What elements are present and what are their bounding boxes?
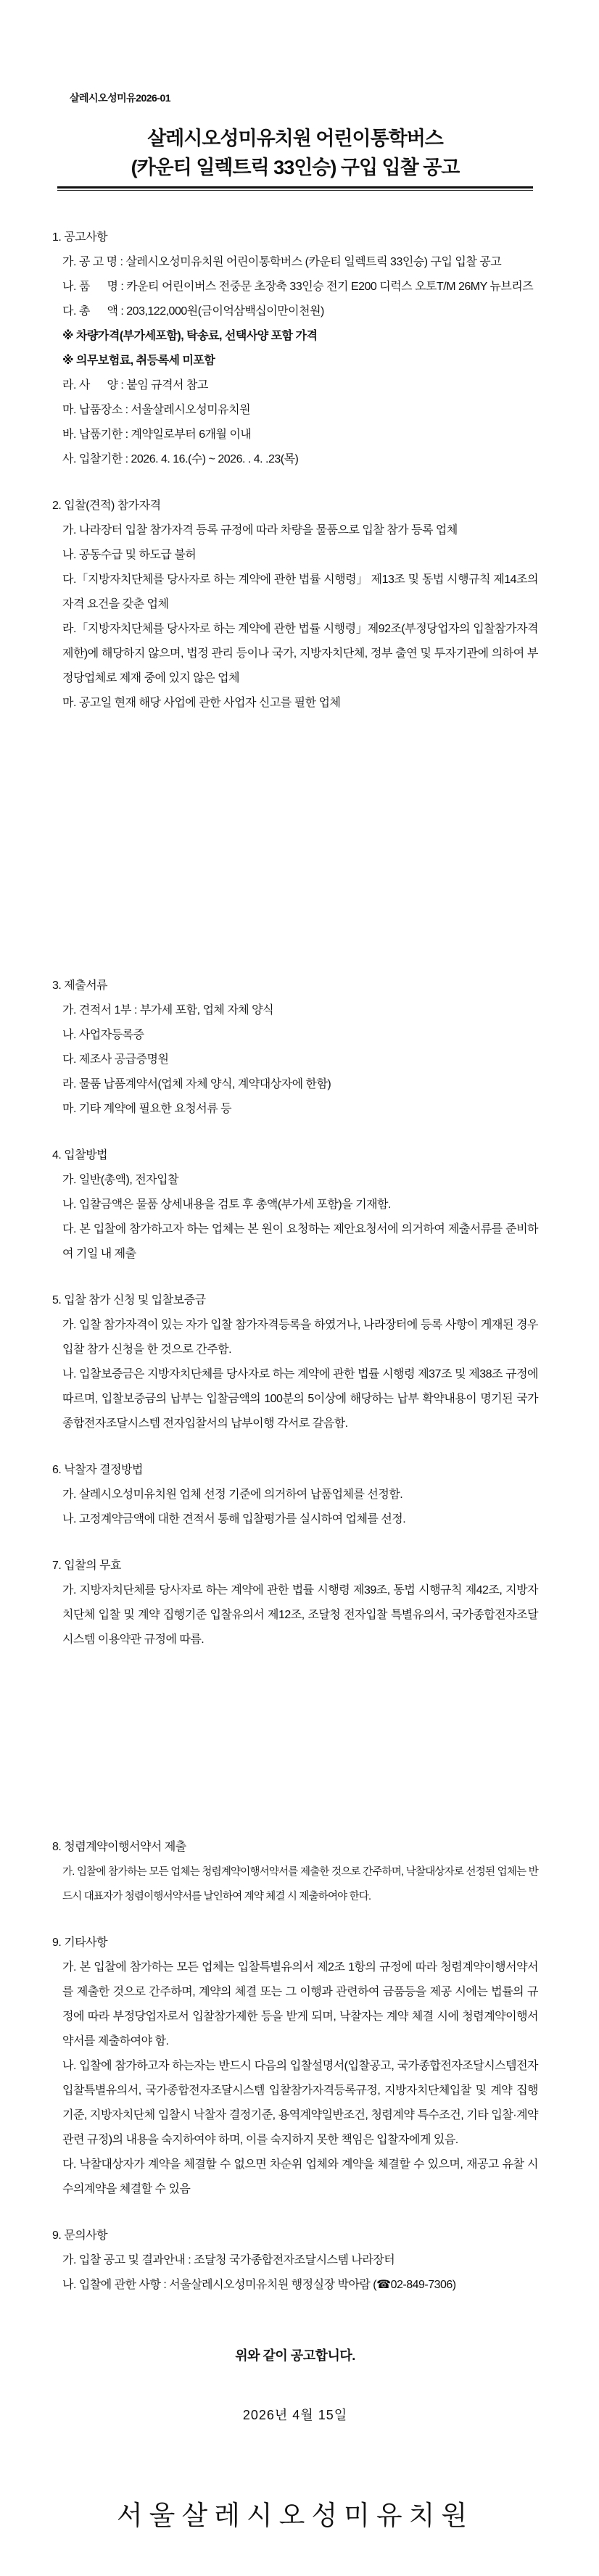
section-heading: 8. 청렴계약이행서약서 제출	[52, 1841, 186, 1853]
section	[52, 225, 538, 472]
document-title-line2: (카운티 일렉트릭 33인승) 구입 입찰 공고	[131, 157, 460, 178]
section-item: 가. 나라장터 입찰 참가자격 등록 규정에 따라 차량을 물품으로 입찰 참가 등록 업체	[62, 524, 458, 537]
section-item: 가. 지방자치단체를 당사자로 하는 계약에 관한 법률 시행령 제39조, 동법 시행규칙 제42조, 지방자치단체 입찰 및 계약 집행기준 입찰유의서 제12조, 조달청 전자입찰 특별유의서, 국가종합전자조달시스템 이용약관 규정에 따름.	[62, 1584, 538, 1646]
section-item: 나. 입찰금액은 물품 상세내용을 검토 후 총액(부가세 포함)을 기재함.	[62, 1198, 391, 1211]
section-item: 나. 입찰에 관한 사항 : 서울살레시오성미유치원 행정실장 박아람 (☎02-849-7306)	[62, 2279, 456, 2291]
section-heading: 7. 입찰의 무효	[52, 1560, 122, 1572]
section-item: 가. 견적서 1부 : 부가세 포함, 업체 자체 양식	[62, 1004, 274, 1016]
section-item: 라.「지방자치단체를 당사자로 하는 계약에 관한 법률 시행령」제92조(부정당업자의 입찰참가자격 제한)에 해당하지 않으며, 법정 관리 등이나 국가, 지방자치단체, 정부 출연 및 투자기관에 의하여 부정당업체로 제재 중에 있지 않은 업체	[62, 623, 538, 684]
sections	[52, 225, 538, 2298]
section-item: 다. 총 액 : 203,122,000원(금이억삼백십이만이천원)	[62, 305, 324, 318]
section-heading: 1. 공고사항	[52, 231, 108, 244]
section-item: ※ 의무보험료, 취등록세 미포함	[62, 355, 215, 367]
section-item: 가. 공 고 명 : 살레시오성미유치원 어린이통학버스 (카운티 일렉트릭 33인승) 구입 입찰 공고	[62, 256, 502, 268]
section-item: 가. 살레시오성미유치원 업체 선정 기준에 의거하여 납품업체를 선정함.	[62, 1488, 403, 1501]
section-item: 나. 고정계약금액에 대한 견적서 통해 입찰평가를 실시하여 업체를 선정.	[62, 1513, 406, 1525]
section-item: 다. 낙찰대상자가 계약을 체결할 수 없으면 차순위 업체와 계약을 체결할 수 있으며, 재공고 유찰 시 수의계약을 체결할 수 있음	[62, 2158, 538, 2195]
section-item: 바. 납품기한 : 계약일로부터 6개월 이내	[62, 428, 252, 441]
title-underline	[57, 186, 533, 191]
section-heading: 2. 입찰(견적) 참가자격	[52, 500, 161, 512]
section-item: 가. 입찰 공고 및 결과안내 : 조달청 국가종합전자조달시스템 나라장터	[62, 2254, 395, 2266]
closing-statement: 위와 같이 공고합니다.	[235, 2348, 355, 2363]
section-item: 가. 본 입찰에 참가하는 모든 업체는 입찰특별유의서 제2조 1항의 규정에 따라 청렴계약이행서약서를 제출한 것으로 간주하며, 계약의 체결 또는 그 이행과 관련하여 금품등을 제공 시에는 법률의 규정에 따라 부정당업자로서 입찰참가제한 등을 받게 되며, 낙찰자는 계약 체결 시에 청렴계약이행서약서를 제출하여야 함.	[62, 1961, 538, 2047]
section-heading: 9. 기타사항	[52, 1937, 108, 1949]
section	[52, 494, 538, 716]
section-item: 마. 공고일 현재 해당 사업에 관한 사업자 신고를 필한 업체	[62, 697, 341, 709]
section-item: 나. 사업자등록증	[62, 1029, 144, 1041]
section-item: 마. 납품장소 : 서울살레시오성미유치원	[62, 404, 251, 416]
section	[52, 1835, 538, 1909]
section-item: 나. 공동수급 및 하도급 불허	[62, 549, 197, 561]
section	[52, 2224, 538, 2298]
section-heading: 9. 문의사항	[52, 2229, 108, 2242]
section-heading: 5. 입찰 참가 신청 및 입찰보증금	[52, 1294, 206, 1306]
section-item: 다. 본 입찰에 참가하고자 하는 업체는 본 원이 요청하는 제안요청서에 의거하여 제출서류를 준비하여 기일 내 제출	[62, 1223, 538, 1260]
section	[52, 1288, 538, 1436]
document-title	[52, 124, 538, 182]
document-title-line1: 살레시오성미유치원 어린이통학버스	[147, 128, 443, 149]
section	[52, 974, 538, 1122]
section-item: 다.「지방자치단체를 당사자로 하는 계약에 관한 법률 시행령」 제13조 및 동법 시행규칙 제14조의 자격 요건을 갖춘 업체	[62, 573, 538, 610]
section-item: 가. 일반(총액), 전자입찰	[62, 1174, 179, 1186]
section-item: 다. 제조사 공급증명원	[62, 1053, 169, 1066]
section-item: 마. 기타 계약에 필요한 요청서류 등	[62, 1103, 232, 1115]
section	[52, 1554, 538, 1652]
section-item: 나. 입찰에 참가하고자 하는자는 반드시 다음의 입찰설명서(입찰공고, 국가종합전자조달시스템전자입찰특별유의서, 국가종합전자조달시스템 입찰참가자격등록규정, 지방자치단체입찰 및 계약 집행기준, 지방자치단체 입찰시 낙찰자 결정기준, 용역계약일반조건, 청렴계약 특수조건, 기타 입찰·계약관련 규정)의 내용을 숙지하여야 하며, 이를 숙지하지 못한 책임은 입찰자에게 있음.	[62, 2060, 538, 2146]
section	[52, 1931, 538, 2202]
section-item: 나. 품 명 : 카운티 어린이버스 전중문 초장축 33인승 전기 E200 디럭스 오토T/M 26MY 뉴브리즈	[62, 281, 534, 293]
section-item: ※ 차량가격(부가세포함), 탁송료, 선택사양 포함 가격	[62, 330, 318, 342]
section	[52, 1458, 538, 1532]
section-item: 라. 물품 납품계약서(업체 자체 양식, 계약대상자에 한함)	[62, 1078, 331, 1090]
section-heading: 4. 입찰방법	[52, 1149, 108, 1161]
organization-name: 서울살레시오성미유치원	[116, 2501, 474, 2530]
announcement-date: 2026년 4월 15일	[242, 2408, 348, 2422]
section-item: 가. 입찰에 참가하는 모든 업체는 청렴계약이행서약서를 제출한 것으로 간주하며, 낙찰대상자로 선정된 업체는 반드시 대표자가 청렴이행서약서를 날인하여 계약 체결 시 제출하여야 한다.	[62, 1866, 538, 1902]
section-heading: 3. 제출서류	[52, 980, 108, 992]
section	[52, 1143, 538, 1267]
document-number: 살레시오성미유2026-01	[70, 92, 171, 104]
section-item: 가. 입찰 참가자격이 있는 자가 입찰 참가자격등록을 하였거나, 나라장터에 등록 사항이 게재된 경우 입찰 참가 신청을 한 것으로 간주함.	[62, 1319, 538, 1356]
section-item: 사. 입찰기한 : 2026. 4. 16.(수) ~ 2026. . 4. .23(목)	[62, 453, 299, 465]
section-item: 나. 입찰보증금은 지방자치단체를 당사자로 하는 계약에 관한 법률 시행령 제37조 및 제38조 규정에 따르며, 입찰보증금의 납부는 입찰금액의 100분의 5이상에 해당하는 납부 확약내용이 명기된 국가종합전자조달시스템 전자입찰서의 납부이행 각서로 갈음함.	[62, 1368, 538, 1430]
section-heading: 6. 낙찰자 결정방법	[52, 1464, 143, 1476]
section-item: 라. 사 양 : 붙임 규격서 참고	[62, 379, 208, 392]
